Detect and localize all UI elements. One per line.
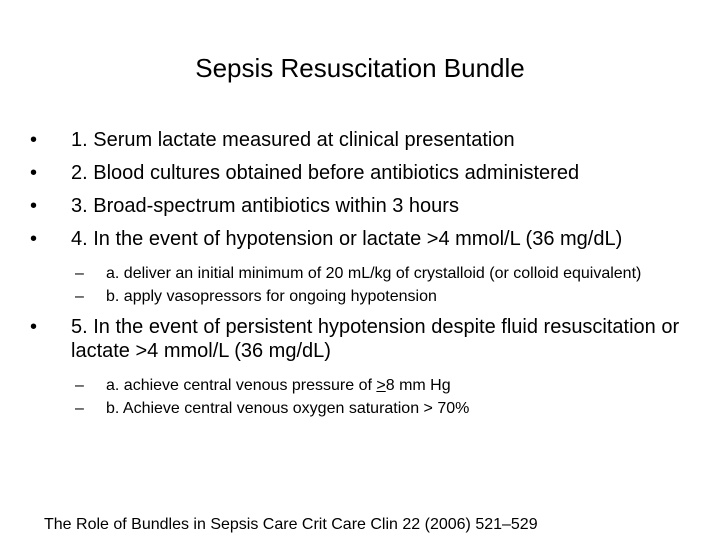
bullet-icon: • — [30, 129, 38, 151]
bullet-text: 1. Serum lactate measured at clinical presentation — [71, 129, 515, 151]
dash-icon: – — [75, 288, 84, 305]
sub-bullet-text-suffix: 8 mm Hg — [385, 377, 451, 394]
sub-bullet-text: a. deliver an initial minimum of 20 mL/kg of crystalloid (or colloid equivalent) — [106, 265, 642, 282]
sub-bullet-list — [71, 376, 690, 418]
sub-bullet-item-5b — [75, 399, 690, 418]
bullet-text: 3. Broad-spectrum antibiotics within 3 hours — [71, 195, 459, 217]
bullet-icon: • — [30, 316, 38, 338]
citation-footer: The Role of Bundles in Sepsis Care Crit Care Clin 22 (2006) 521–529 — [44, 516, 538, 533]
sub-bullet-text: b. Achieve central venous oxygen saturation > 70% — [106, 400, 470, 417]
bullet-icon: • — [30, 228, 38, 250]
bullet-list — [30, 128, 690, 427]
bullet-text: 5. In the event of persistent hypotension despite fluid resuscitation or lactate >4 mmol/L (36 mg/dL) — [71, 316, 680, 362]
dash-icon: – — [75, 400, 84, 417]
bullet-icon: • — [30, 162, 38, 184]
bullet-item-4 — [30, 227, 690, 306]
slide-title: Sepsis Resuscitation Bundle — [195, 53, 525, 83]
bullet-item-5 — [30, 315, 690, 418]
dash-icon: – — [75, 377, 84, 394]
sub-bullet-item-4a — [75, 264, 690, 283]
bullet-text: 2. Blood cultures obtained before antibiotics administered — [71, 162, 580, 184]
bullet-text: 4. In the event of hypotension or lactate >4 mmol/L (36 mg/dL) — [71, 228, 623, 250]
bullet-icon: • — [30, 195, 38, 217]
sub-bullet-text-prefix: a. achieve central venous pressure of — [106, 377, 377, 394]
sub-bullet-item-5a — [75, 376, 690, 395]
sub-bullet-item-4b — [75, 287, 690, 306]
sub-bullet-list — [71, 264, 690, 306]
bullet-item-1 — [30, 128, 690, 152]
sub-bullet-text: b. apply vasopressors for ongoing hypotension — [106, 288, 437, 305]
dash-icon: – — [75, 265, 84, 282]
greater-equal-symbol: > — [376, 377, 386, 394]
bullet-item-2 — [30, 161, 690, 185]
bullet-item-3 — [30, 194, 690, 218]
